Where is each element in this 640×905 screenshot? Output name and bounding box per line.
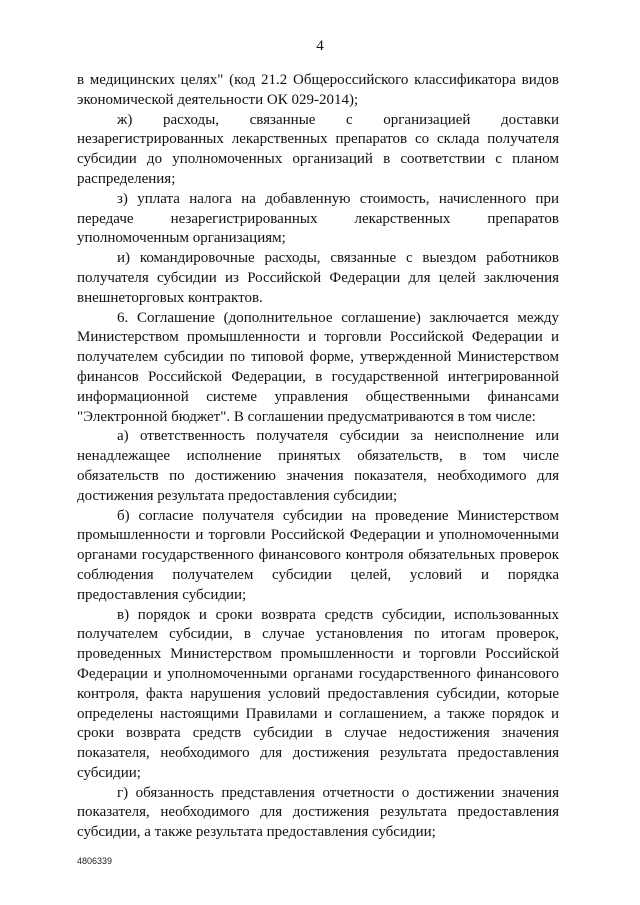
paragraph-section-6: 6. Соглашение (дополнительное соглашение) заключается между Министерством промышленности и торговли Российской Федерации и получателем субсидии по типовой форме, утвержденной Министерством финансов Российской Федерации, в государственной интегрированной информационной системе управления общественными финансами "Электронной бюджет". В соглашении предусматриваются в том числе: [77, 309, 559, 425]
paragraph-item-z: з) уплата налога на добавленную стоимость, начисленного при передаче незарегистрированных лекарственных препаратов уполномоченным организациям; [77, 190, 559, 247]
document-code: 4806339 [77, 856, 113, 866]
paragraph-item-v: в) порядок и сроки возврата средств субсидии, использованных получателем субсидии, в случае установления по итогам проверок, проведенных Министерством промышленности и торговли Российской Федерации и уполномоченными органами государственного финансового контроля, факта нарушения условий предоставления субсидии, которые определены настоящими Правилами и соглашением, а также порядок и сроки возврата средств субсидии в случае недостижения значения показателя, необходимого для достижения результата предоставления субсидии; [77, 606, 559, 781]
page-number: 4 [316, 38, 324, 54]
paragraph-item-a: а) ответственность получателя субсидии за неисполнение или ненадлежащее исполнение принятых обязательств, в том числе обязательств по достижению значения показателя, необходимого для достижения результата предоставления субсидии; [77, 428, 559, 504]
paragraph-item-g: г) обязанность представления отчетности о достижении значения показателя, необходимого для достижения результата предоставления субсидии, а также результата предоставления субсидии; [77, 784, 559, 841]
document-body [77, 71, 559, 843]
paragraph-continuation: в медицинских целях" (код 21.2 Общероссийского классификатора видов экономической деятельности ОК 029-2014); [77, 72, 559, 108]
paragraph-item-zh: ж) расходы, связанные с организацией доставки незарегистрированных лекарственных препаратов со склада получателя субсидии до уполномоченных организаций в соответствии с планом распределения; [77, 111, 559, 187]
paragraph-item-i: и) командировочные расходы, связанные с выездом работников получателя субсидии из Российской Федерации для целей заключения внешнеторговых контрактов. [77, 250, 559, 306]
paragraph-item-b: б) согласие получателя субсидии на проведение Министерством промышленности и торговли Российской Федерации и уполномоченными органами государственного финансового контроля обязательных проверок соблюдения получателем субсидии целей, условий и порядка предоставления субсидии; [77, 507, 559, 603]
